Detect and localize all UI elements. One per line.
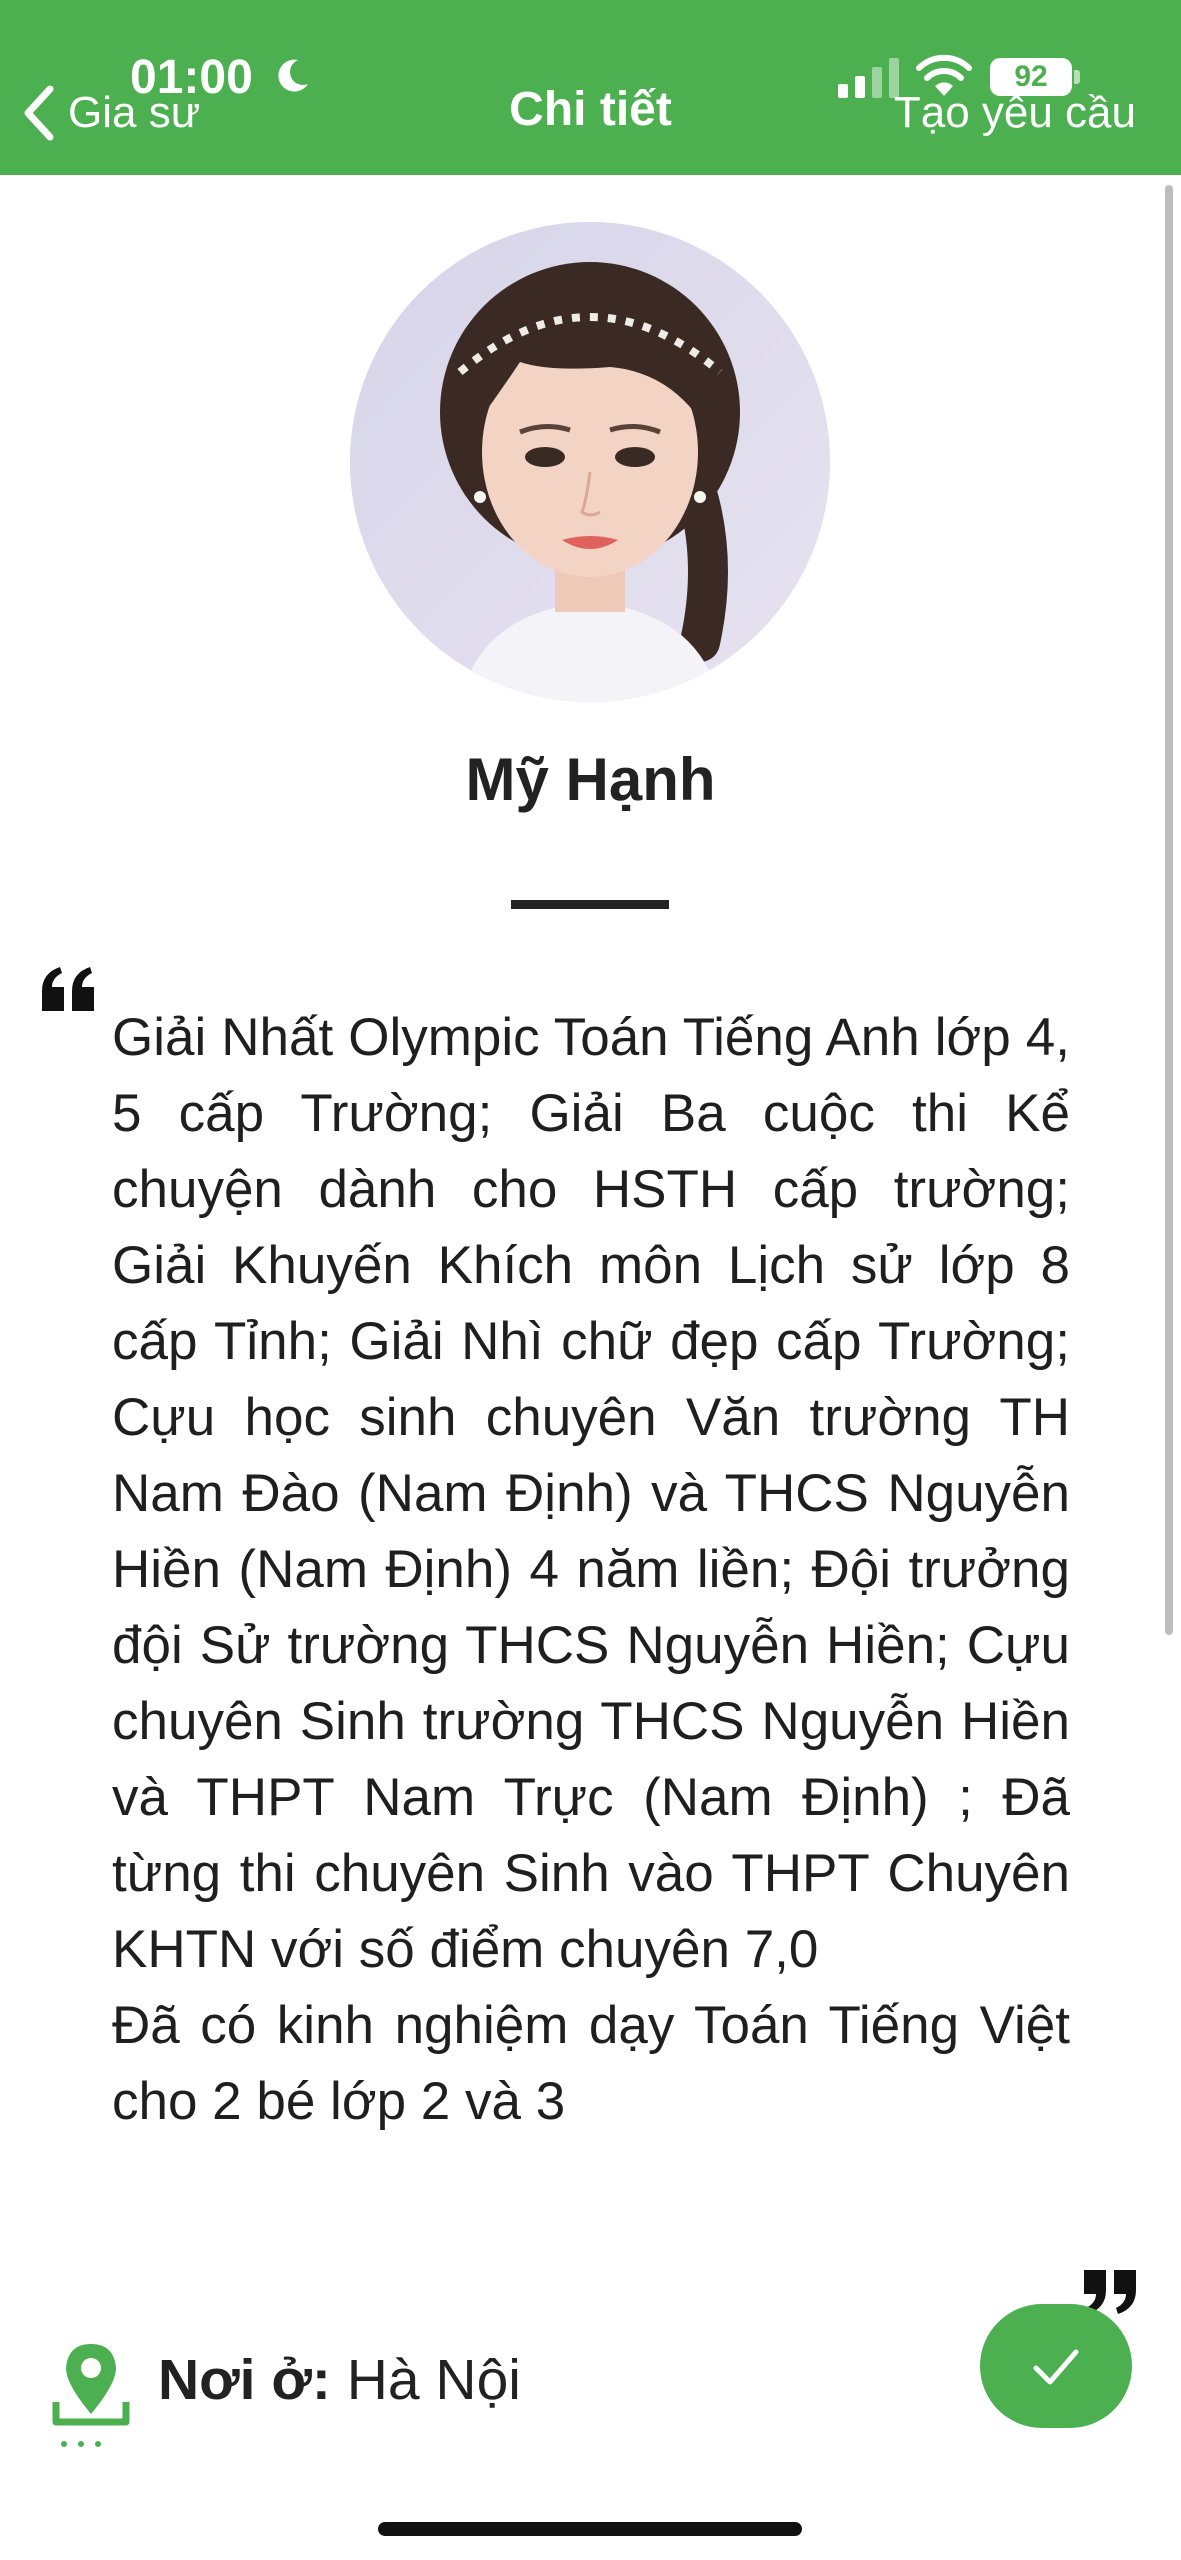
location-value: Hà Nội (346, 2348, 521, 2412)
cellular-signal-icon (838, 58, 900, 98)
home-indicator[interactable] (378, 2522, 802, 2536)
bio-paragraph: Đã có kinh nghiệm dạy Toán Tiếng Việt cho 2 bé lớp 2 và 3 (112, 1996, 1070, 2131)
checkmark-icon (1028, 2338, 1084, 2394)
bio-paragraph: Giải Nhất Olympic Toán Tiếng Anh lớp 4, 5 cấp Trường; Giải Ba cuộc thi Kể chuyện dành cho HSTH cấp trường; Giải Khuyến Khích môn Lịch sử lớp 8 cấp Tỉnh; Giải Nhì chữ đẹp cấp Trường; Cựu học sinh chuyên Văn trường TH Nam Đào (Nam Định) và THCS Nguyễn Hiền (Nam Định) 4 năm liền; Đội trưởng đội Sử trường THCS Nguyễn Hiền; Cựu chuyên Sinh trường THCS Nguyễn Hiền và THPT Nam Trực (Nam Định) ; Đã từng thi chuyên Sinh vào THPT Chuyên KHTN với số điểm chuyên 7,0 (112, 1008, 1070, 1979)
back-button-label: Gia sư (68, 88, 201, 137)
avatar-portrait (350, 222, 830, 702)
map-pin-icon (48, 2340, 134, 2450)
avatar (350, 222, 830, 702)
app-header (0, 0, 1181, 175)
back-button[interactable] (20, 78, 200, 148)
name-divider (511, 900, 669, 909)
battery-cap (1074, 70, 1080, 84)
location-text (158, 2347, 521, 2413)
scroll-indicator[interactable] (1165, 185, 1173, 1635)
tutor-name: Mỹ Hạnh (465, 746, 716, 813)
confirm-fab-button[interactable] (980, 2304, 1132, 2428)
status-time: 01:00 (130, 51, 253, 104)
location-row (48, 2340, 521, 2450)
quote-open-icon (40, 965, 96, 1013)
tutor-bio (112, 1000, 1070, 2140)
page-title: Chi tiết (509, 83, 672, 136)
battery-icon: 92 (990, 58, 1072, 96)
create-request-button[interactable]: Tạo yêu cầu (893, 88, 1136, 137)
location-label: Nơi ở: (158, 2348, 331, 2412)
chevron-left-icon (20, 83, 60, 143)
moon-icon (272, 56, 312, 96)
